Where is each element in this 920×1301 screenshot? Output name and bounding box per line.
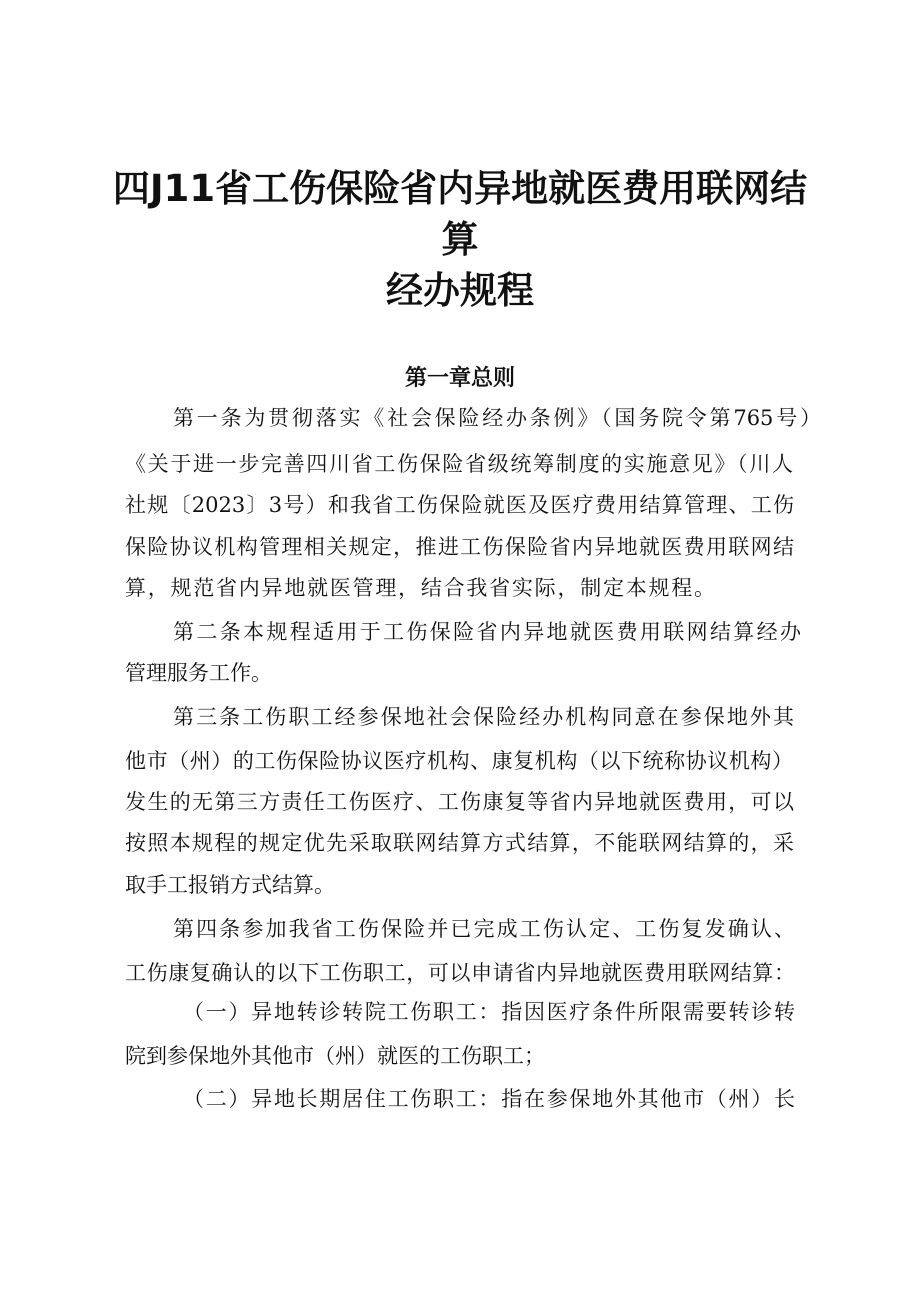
body-line: 算，规范省内异地就医管理，结合我省实际，制定本规程。: [125, 576, 715, 600]
body-line: 取手工报销方式结算。: [125, 873, 335, 897]
body-line: 工伤康复确认的以下工伤职工，可以申请省内异地就医费用联网结算：: [125, 961, 795, 985]
body-line: （二）异地长期居住工伤职工：指在参保地外其他市（州）长: [183, 1087, 795, 1111]
document-title-line-2: 算: [441, 218, 479, 261]
body-line: 第一条为贯彻落实《社会保险经办条例》（国务院令第765号）: [173, 406, 821, 430]
body-line: 按照本规程的规定优先采取联网结算方式结算，不能联网结算的，采: [125, 831, 794, 855]
body-line: 第二条本规程适用于工伤保险省内异地就医费用联网结算经办: [173, 620, 801, 644]
body-line: （一）异地转诊转院工伤职工：指因医疗条件所限需要转诊转: [183, 1000, 795, 1024]
body-line: 他市（州）的工伤保险协议医疗机构、康复机构（以下统称协议机构）: [125, 749, 793, 773]
body-line: 第四条参加我省工伤保险并已完成工伤认定、工伤复发确认、: [173, 917, 795, 941]
body-line: 社规〔2023〕3号）和我省工伤保险就医及医疗费用结算管理、工伤: [125, 493, 794, 517]
body-line: 管理服务工作。: [125, 661, 272, 685]
chapter-heading: 第一章总则: [404, 366, 515, 391]
body-line: 《关于进一步完善四川省工伤保险省级统筹制度的实施意见》（川人: [125, 452, 793, 476]
body-line: 发生的无第三方责任工伤医疗、工伤康复等省内异地就医费用，可以: [125, 790, 794, 814]
document-title-line-3: 经办规程: [386, 269, 534, 312]
body-line: 院到参保地外其他市（州）就医的工伤职工；: [125, 1044, 545, 1068]
body-line: 保险协议机构管理相关规定，推进工伤保险省内异地就医费用联网结: [125, 535, 794, 559]
body-line: 第三条工伤职工经参保地社会保险经办机构同意在参保地外其: [173, 705, 794, 729]
document-title-line-1: 四J11省工伤保险省内异地就医费用联网结: [112, 167, 808, 210]
